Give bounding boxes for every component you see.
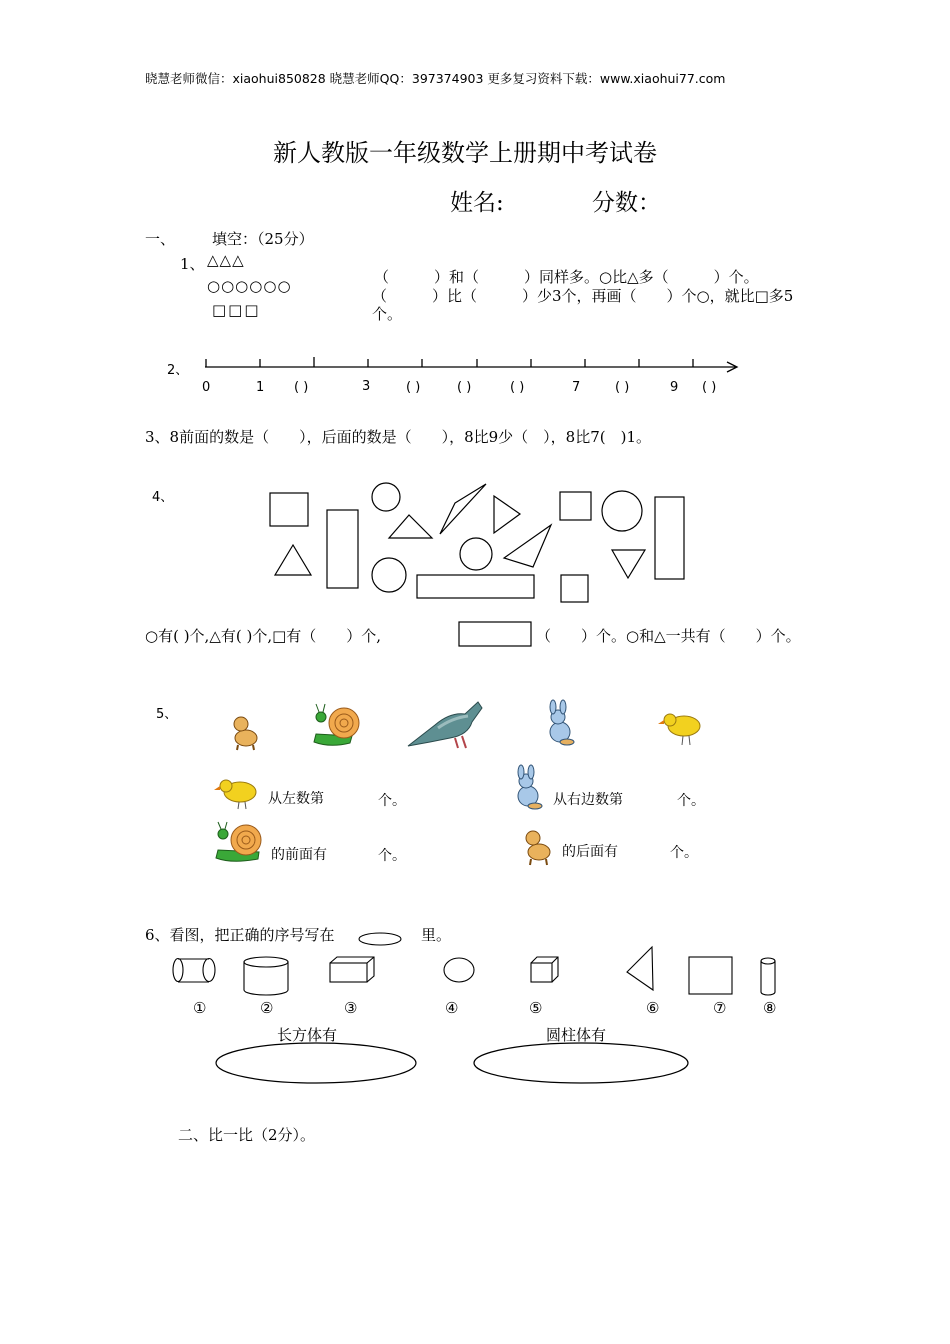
triangle-shape <box>494 496 520 533</box>
page-header: 晓慧老师微信：xiaohui850828 晓慧老师QQ：397374903 更多复习资料下载：www.xiaohui77.com <box>145 71 726 86</box>
name-label: 姓名: <box>450 190 504 216</box>
q6-text-a: 6、看图，把正确的序号写在 <box>145 926 335 944</box>
page-title: 新人教版一年级数学上册期中考试卷 <box>273 139 657 167</box>
tick-label-9: 9 <box>670 380 679 395</box>
chick-icon <box>214 780 256 809</box>
sphere-shape <box>444 958 474 982</box>
answer-oval-small <box>359 933 401 945</box>
q5-b-text: 从右边数第 <box>553 792 623 808</box>
q4-text-b: （ ）个。○和△一共有（ ）个。 <box>536 627 801 645</box>
q3-text: 3、8前面的数是（ ），后面的数是（ ），8比9少（ ），8比7( )1。 <box>145 428 652 446</box>
q6-label-8: ⑧ <box>763 999 777 1017</box>
triangle-shape <box>627 947 653 990</box>
rectangle-shape <box>417 575 534 598</box>
q6-label-7: ⑦ <box>713 999 727 1017</box>
q6-label-2: ② <box>260 999 274 1017</box>
cuboid-label: 长方体有 <box>277 1026 338 1044</box>
triangle-shape <box>389 515 432 538</box>
q6-label-3: ③ <box>344 999 358 1017</box>
q1-number: 1、 <box>180 255 205 273</box>
chick-icon <box>658 714 700 745</box>
q5-c-text: 的前面有 <box>271 847 327 863</box>
q6-text-b: 里。 <box>421 926 452 944</box>
tick-blank: ( ) <box>406 380 421 395</box>
tick-label-3: 3 <box>362 379 371 394</box>
section2-label: 二、比一比（2分）。 <box>178 1126 316 1144</box>
snail-icon <box>216 822 261 861</box>
triangle-shape <box>504 525 551 567</box>
section1-label: 填空：（25分） <box>212 230 314 248</box>
tick-blank: ( ) <box>294 380 309 395</box>
q5-a-text: 从左数第 <box>268 791 324 807</box>
q6-label-4: ④ <box>445 999 459 1017</box>
rectangle-shape <box>655 497 684 579</box>
tick-blank: ( ) <box>510 380 525 395</box>
q5-number: 5、 <box>156 707 178 722</box>
tick-label-1: 1 <box>256 380 265 395</box>
section1-number: 一、 <box>145 230 176 248</box>
q6-label-6: ⑥ <box>646 999 660 1017</box>
dog-icon <box>526 831 550 865</box>
tick-label-7: 7 <box>572 380 581 395</box>
q4-number: 4、 <box>152 490 174 505</box>
cylinder-label: 圆柱体有 <box>546 1026 607 1044</box>
cylinder-lying-shape <box>173 959 215 983</box>
q1-squares: □□□ <box>212 301 261 319</box>
cylinder-answer-oval <box>474 1043 688 1083</box>
q5-d-unit: 个。 <box>670 845 698 861</box>
square-shape <box>560 492 591 520</box>
tick-label-0: 0 <box>202 380 211 395</box>
cylinder-thin-shape <box>761 958 775 995</box>
circle-shape <box>372 483 400 511</box>
cuboid-shape <box>330 957 374 982</box>
tick-blank: ( ) <box>702 380 717 395</box>
circle-shape <box>460 538 492 570</box>
q6-label-1: ① <box>193 999 207 1017</box>
q1-circles: ○○○○○○ <box>207 277 292 295</box>
q6-label-5: ⑤ <box>529 999 543 1017</box>
q2-number: 2、 <box>167 363 189 378</box>
triangle-shape <box>275 545 311 575</box>
q1-triangles: △△△ <box>207 251 245 269</box>
rabbit-icon <box>518 765 542 809</box>
number-line <box>205 357 737 372</box>
tick-blank: ( ) <box>615 380 630 395</box>
circle-shape <box>602 491 642 531</box>
rabbit-icon <box>550 700 574 745</box>
dog-icon <box>234 717 257 750</box>
q5-a-unit: 个。 <box>378 793 406 809</box>
square-shape <box>561 575 588 602</box>
cube-shape <box>531 957 558 982</box>
triangle-shape <box>612 550 645 578</box>
snail-icon <box>314 704 359 745</box>
q5-d-text: 的后面有 <box>562 844 618 860</box>
q5-c-unit: 个。 <box>378 848 406 864</box>
tick-blank: ( ) <box>457 380 472 395</box>
q1-line3: 个。 <box>372 305 403 323</box>
score-label: 分数： <box>592 190 661 216</box>
pigeon-icon <box>408 702 482 748</box>
square-shape <box>270 493 308 526</box>
q4-text-a: ○有( )个,△有( )个,□有（ ）个, <box>145 627 382 645</box>
q4-shapes <box>270 483 684 602</box>
q1-line2: （ ）比（ ）少3个，再画（ ）个○，就比□多5 <box>372 287 794 305</box>
cylinder-shape <box>244 957 288 995</box>
triangle-shape <box>440 484 486 534</box>
square-shape <box>689 957 732 994</box>
cuboid-answer-oval <box>216 1043 416 1083</box>
q6-solids <box>173 947 775 995</box>
q1-line1: （ ）和（ ）同样多。○比△多（ ）个。 <box>374 268 759 286</box>
inline-rectangle <box>459 622 531 646</box>
q5-b-unit: 个。 <box>677 793 705 809</box>
rectangle-shape <box>327 510 358 588</box>
circle-shape <box>372 558 406 592</box>
